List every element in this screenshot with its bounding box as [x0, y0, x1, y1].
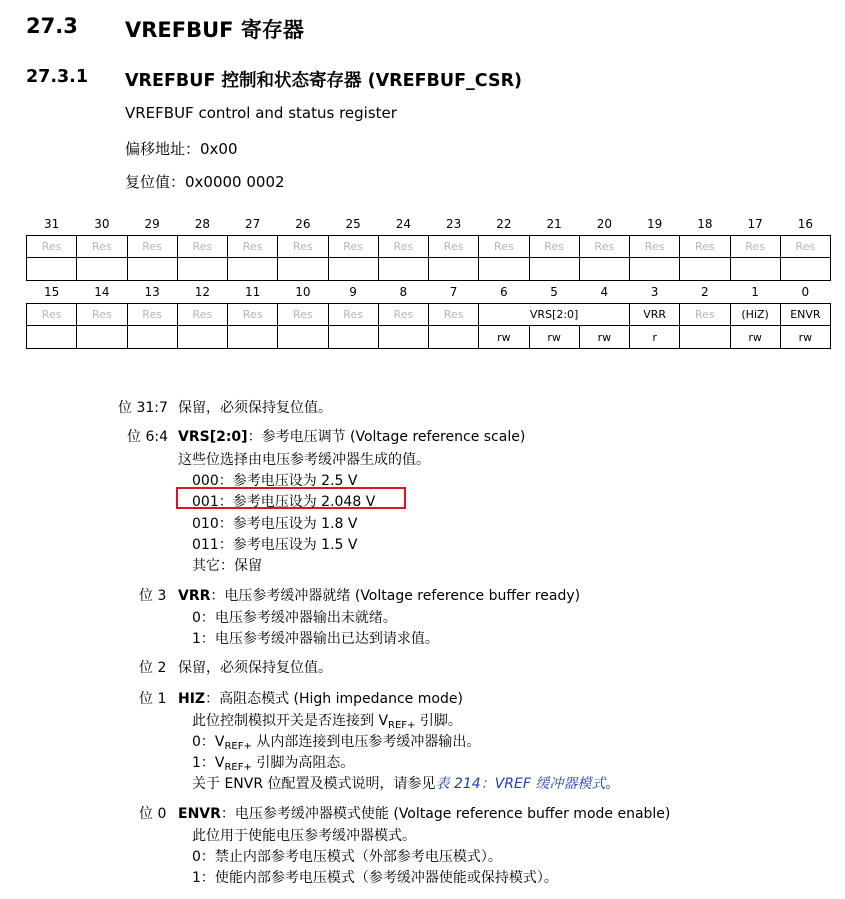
bit-number: 3: [650, 285, 659, 299]
access-cell: [77, 258, 127, 281]
access-cell: [378, 258, 428, 281]
bit-number: 19: [646, 217, 663, 231]
access-cell: [680, 258, 730, 281]
bit-number: 4: [600, 285, 609, 299]
bit-number: 28: [194, 217, 211, 231]
reserved-bit: Res: [378, 236, 428, 258]
reserved-bit: Res: [730, 236, 780, 258]
bit-number: 25: [345, 217, 361, 231]
reserved-bit: Res: [278, 236, 328, 258]
bit-name-row: [27, 304, 831, 326]
reserved-bit: Res: [77, 304, 127, 326]
highlight-box: [176, 487, 406, 509]
access-cell: [127, 258, 177, 281]
access-cell: rw: [529, 326, 579, 349]
bit-number: 0: [801, 285, 810, 299]
register-table-upper: [26, 213, 831, 281]
reserved-bit: Res: [680, 304, 730, 326]
reserved-bit: Res: [630, 236, 680, 258]
register-table-lower: [26, 281, 831, 349]
bit-number: 7: [449, 285, 458, 299]
field-option: 1：使能内部参考电压模式（参考缓冲器使能或保持模式）。: [192, 870, 558, 886]
field-title: ：电压参考缓冲器模式使能 (Voltage reference buffer mode enable): [220, 806, 671, 822]
field-option: 0：$V_{REF+}$ 从内部连接到电压参考缓冲器输出。: [192, 734, 481, 752]
bit-number: 12: [194, 285, 211, 299]
access-cell: [429, 258, 479, 281]
field-title: ：参考电压调节 (Voltage reference scale): [247, 429, 526, 445]
field-description: 此位用于使能电压参考缓冲器模式。: [192, 828, 416, 844]
hiz-field: (HiZ): [730, 304, 780, 326]
reset-value: 复位值：0x0000 0002: [125, 173, 285, 191]
access-cell: [579, 258, 629, 281]
access-cell: [328, 258, 378, 281]
bit-number: 8: [399, 285, 408, 299]
reserved-bit: Res: [479, 236, 529, 258]
access-cell: [278, 326, 328, 349]
field-name: VRS[2:0]: [178, 429, 248, 445]
reserved-bit: Res: [127, 236, 177, 258]
vrr-field: VRR: [630, 304, 680, 326]
access-row: [27, 258, 831, 281]
bit-name-row: [27, 236, 831, 258]
field-option: 0：电压参考缓冲器输出未就绪。: [192, 610, 397, 626]
bit-number: 15: [43, 285, 60, 299]
access-cell: [680, 326, 730, 349]
table-reference-link[interactable]: 表 214：VREF 缓冲器模式: [435, 776, 606, 792]
field-heading: [178, 426, 525, 446]
reserved-bit: Res: [127, 304, 177, 326]
access-row: [27, 326, 831, 349]
field-name: HIZ: [178, 691, 206, 707]
field-description: 关于 ENVR 位配置及模式说明，请参见表 214：VREF 缓冲器模式。: [192, 776, 620, 792]
bit-number: 13: [144, 285, 160, 299]
reserved-bit: Res: [177, 236, 227, 258]
access-cell: [228, 258, 278, 281]
bit-number: 27: [244, 217, 261, 231]
bit-position: 位 31:7: [118, 400, 168, 416]
field-heading: [178, 585, 580, 605]
access-cell: rw: [780, 326, 830, 349]
bit-description: 保留，必须保持复位值。: [178, 660, 332, 676]
access-cell: [378, 326, 428, 349]
field-title: ：高阻态模式 (High impedance mode): [205, 691, 463, 707]
reserved-bit: Res: [328, 236, 378, 258]
access-cell: [730, 258, 780, 281]
field-heading: [178, 803, 670, 823]
bit-position: 位 1: [139, 691, 167, 707]
field-option: 1：电压参考缓冲器输出已达到请求值。: [192, 631, 439, 647]
reserved-bit: Res: [378, 304, 428, 326]
bit-number-row: [27, 213, 831, 236]
bit-number: 17: [747, 217, 763, 231]
bit-number: 24: [395, 217, 412, 231]
access-cell: [228, 326, 278, 349]
bit-number: 23: [445, 217, 462, 231]
bit-number-row: [27, 281, 831, 304]
field-heading: [178, 688, 463, 708]
bit-number: 29: [144, 217, 160, 231]
field-name: VRR: [178, 588, 211, 604]
vrs-field: VRS[2:0]: [479, 304, 630, 326]
reserved-bit: Res: [529, 236, 579, 258]
bit-number: 9: [349, 285, 357, 299]
access-cell: [328, 326, 378, 349]
field-option: 010：参考电压设为 1.8 V: [192, 516, 358, 532]
bit-number: 31: [43, 217, 60, 231]
bit-number: 16: [797, 217, 814, 231]
field-description: 此位控制模拟开关是否连接到 $V_{REF+}$ 引脚。: [192, 713, 462, 731]
field-description: 这些位选择由电压参考缓冲器生成的值。: [178, 452, 430, 468]
reserved-bit: Res: [228, 236, 278, 258]
reserved-bit: Res: [228, 304, 278, 326]
subsection-number: 27.3.1: [26, 67, 89, 87]
reserved-bit: Res: [680, 236, 730, 258]
access-cell: [27, 258, 77, 281]
access-cell: r: [630, 326, 680, 349]
field-option: 1：$V_{REF+}$ 引脚为高阻态。: [192, 755, 355, 773]
access-cell: [529, 258, 579, 281]
access-cell: [429, 326, 479, 349]
reserved-bit: Res: [177, 304, 227, 326]
access-cell: [278, 258, 328, 281]
bit-number: 26: [295, 217, 311, 231]
access-cell: [630, 258, 680, 281]
access-cell: [780, 258, 830, 281]
field-option: 011：参考电压设为 1.5 V: [192, 537, 358, 553]
envr-field: ENVR: [780, 304, 830, 326]
reserved-bit: Res: [579, 236, 629, 258]
field-name: ENVR: [178, 806, 221, 822]
field-option: 其它：保留: [192, 558, 262, 574]
reserved-bit: Res: [429, 304, 479, 326]
reserved-bit: Res: [328, 304, 378, 326]
access-cell: rw: [730, 326, 780, 349]
access-cell: [77, 326, 127, 349]
bit-number: 1: [751, 285, 759, 299]
bit-position: 位 0: [139, 806, 167, 822]
bit-number: 2: [701, 285, 709, 299]
bit-number: 11: [244, 285, 261, 299]
bit-description: 保留，必须保持复位值。: [178, 400, 332, 416]
field-option: 001：参考电压设为 2.048 V: [192, 494, 376, 510]
reserved-bit: Res: [27, 304, 77, 326]
bit-number: 5: [550, 285, 558, 299]
reserved-bit: Res: [27, 236, 77, 258]
access-cell: [27, 326, 77, 349]
register-name: VREFBUF control and status register: [125, 104, 397, 122]
reserved-bit: Res: [77, 236, 127, 258]
field-option: 0：禁止内部参考电压模式（外部参考电压模式）。: [192, 849, 502, 865]
access-cell: [127, 326, 177, 349]
section-number: 27.3: [26, 14, 78, 38]
bit-number: 10: [295, 285, 311, 299]
bit-number: 21: [546, 217, 562, 231]
section-title: VREFBUF 寄存器: [125, 18, 304, 42]
bit-position: 位 3: [139, 588, 167, 604]
bit-position: 位 2: [139, 660, 167, 676]
reserved-bit: Res: [429, 236, 479, 258]
access-cell: [177, 326, 227, 349]
access-cell: [479, 258, 529, 281]
bit-number: 6: [500, 285, 508, 299]
reserved-bit: Res: [780, 236, 830, 258]
bit-number: 14: [94, 285, 110, 299]
bit-number: 18: [697, 217, 713, 231]
field-option: 000：参考电压设为 2.5 V: [192, 473, 358, 489]
access-cell: [177, 258, 227, 281]
bit-number: 22: [496, 217, 512, 231]
access-cell: rw: [479, 326, 529, 349]
offset-address: 偏移地址：0x00: [125, 140, 238, 158]
access-cell: rw: [579, 326, 629, 349]
bit-number: 30: [94, 217, 110, 231]
bit-number: 20: [596, 217, 613, 231]
subsection-title: VREFBUF 控制和状态寄存器 (VREFBUF_CSR): [125, 71, 523, 91]
bit-position: 位 6:4: [127, 429, 168, 445]
reserved-bit: Res: [278, 304, 328, 326]
field-title: ：电压参考缓冲器就绪 (Voltage reference buffer ready): [210, 588, 581, 604]
